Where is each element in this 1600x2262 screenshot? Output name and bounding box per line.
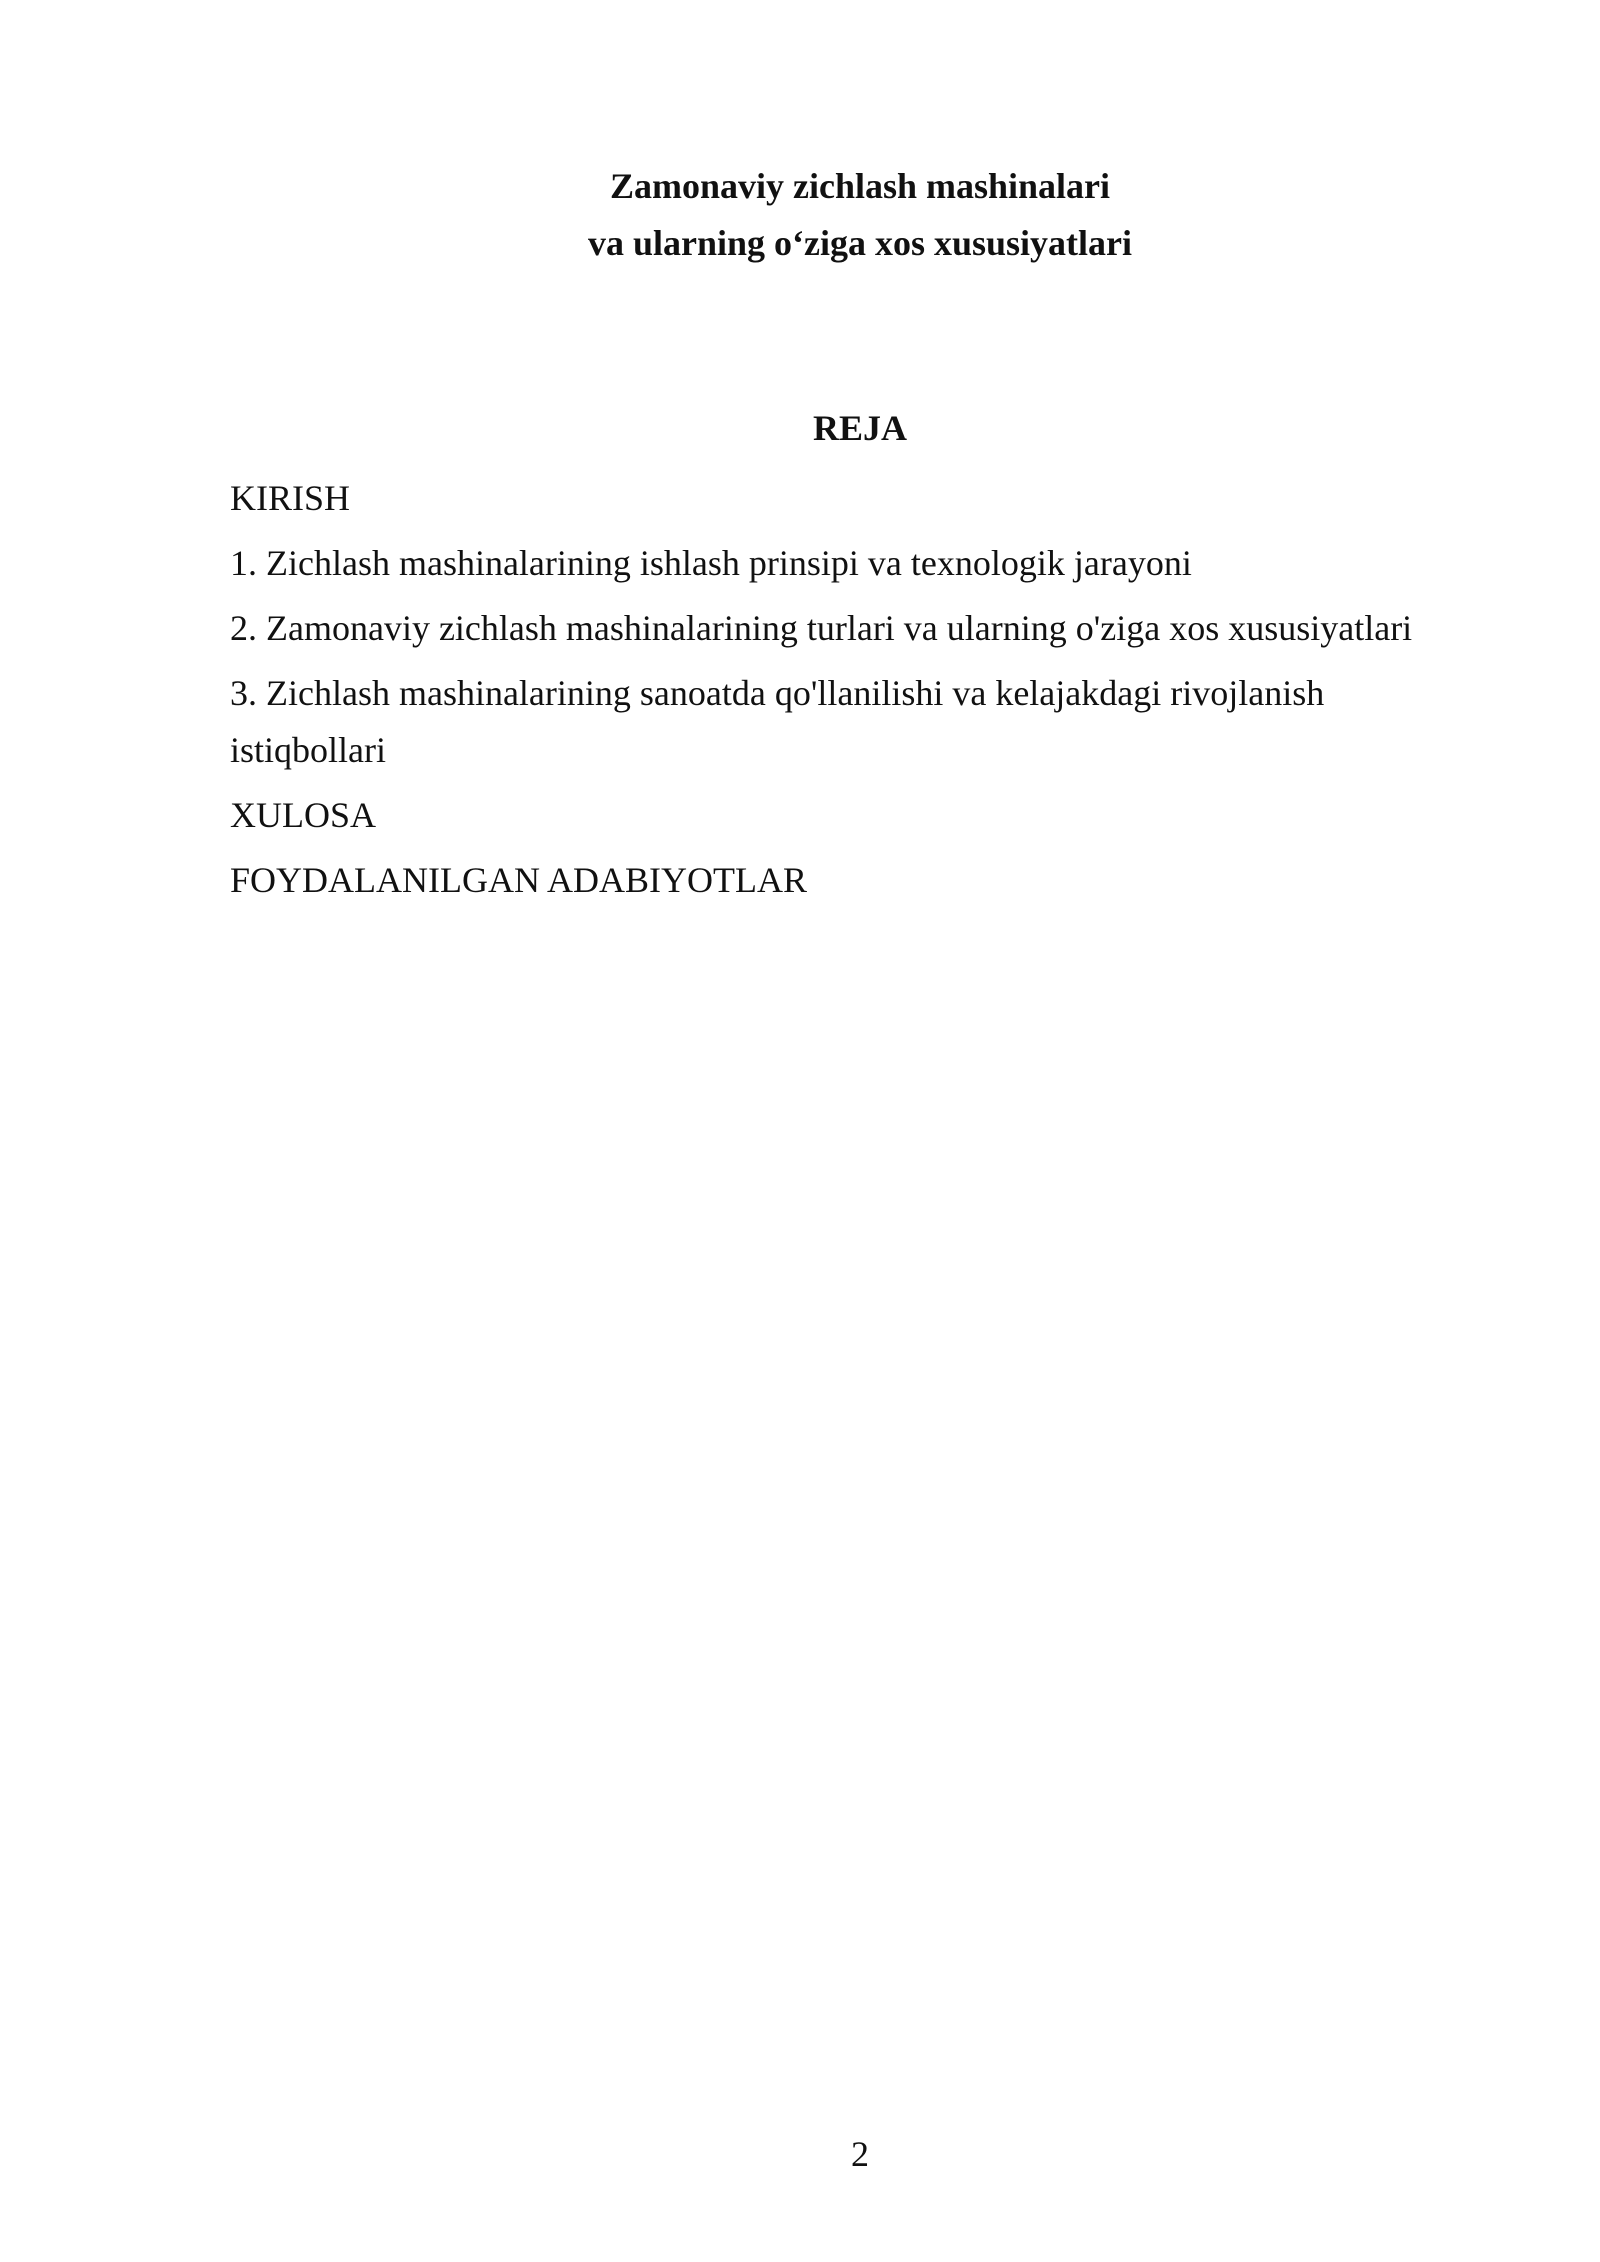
plan-item-2: 2. Zamonaviy zichlash mashinalarining turlari va ularning o'ziga xos xususiyatlari <box>230 608 1413 648</box>
plan-heading: REJA <box>812 408 907 448</box>
plan-item-introduction: KIRISH <box>230 478 351 518</box>
plan-list <box>230 470 1480 917</box>
plan-item-3: 3. Zichlash mashinalarining sanoatda qo'llanilishi va kelajakdagi rivojlanish istiqbollari <box>230 673 1325 770</box>
plan-item-1: 1. Zichlash mashinalarining ishlash prinsipi va texnologik jarayoni <box>230 543 1192 583</box>
plan-item-conclusion: XULOSA <box>230 795 377 835</box>
title-line-1: Zamonaviy zichlash mashinalari <box>609 166 1111 206</box>
plan-item-references: FOYDALANILGAN ADABIYOTLAR <box>230 860 807 900</box>
title-line-2: va ularning o‘ziga xos xususiyatlari <box>587 223 1133 263</box>
page-number: 2 <box>851 2134 869 2174</box>
document-title <box>0 158 1600 272</box>
